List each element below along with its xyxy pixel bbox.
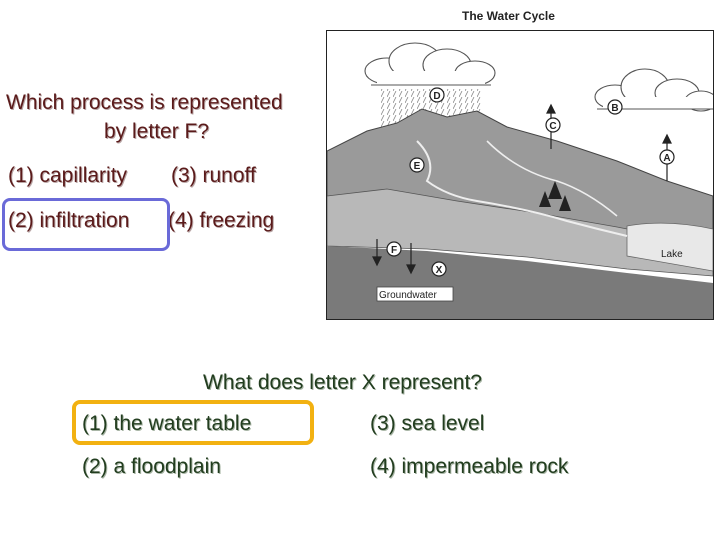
water-cycle-illustration <box>327 31 713 319</box>
question-1-option-2[interactable]: (2) infiltration <box>8 209 130 232</box>
svg-text:X: X <box>435 265 443 276</box>
svg-text:C: C <box>549 121 557 132</box>
cloud-left-icon <box>365 43 495 85</box>
letter-x-marker <box>432 262 446 276</box>
svg-text:B: B <box>611 103 619 114</box>
question-2-option-1[interactable]: (1) the water table <box>82 412 252 435</box>
letter-c-marker <box>546 118 560 132</box>
letter-f-marker <box>387 242 401 256</box>
question-2-prompt: What does letter X represent? <box>203 371 482 394</box>
letter-b-marker <box>608 100 622 114</box>
question-1-line-2: by letter F? <box>104 120 210 143</box>
question-2-option-4[interactable]: (4) impermeable rock <box>370 455 569 478</box>
question-1-option-1[interactable]: (1) capillarity <box>8 164 128 187</box>
water-cycle-diagram <box>326 30 714 320</box>
letter-a-marker <box>660 150 674 164</box>
svg-text:D: D <box>433 91 441 102</box>
diagram-title: The Water Cycle <box>462 9 555 23</box>
question-1-line-1: Which process is represented <box>6 91 283 114</box>
question-1-option-4[interactable]: (4) freezing <box>168 209 275 232</box>
question-1-option-3[interactable]: (3) runoff <box>171 164 256 187</box>
groundwater-label: Groundwater <box>379 290 437 301</box>
question-1-answer-highlight <box>2 198 170 251</box>
svg-text:F: F <box>390 245 398 256</box>
letter-d-marker <box>430 88 444 102</box>
lake-label: Lake <box>661 249 683 260</box>
svg-text:E: E <box>413 161 421 172</box>
svg-text:A: A <box>663 153 671 164</box>
question-2-answer-highlight <box>72 400 314 445</box>
question-2-option-2[interactable]: (2) a floodplain <box>82 455 221 478</box>
question-2-option-3[interactable]: (3) sea level <box>370 412 485 435</box>
letter-e-marker <box>410 158 424 172</box>
